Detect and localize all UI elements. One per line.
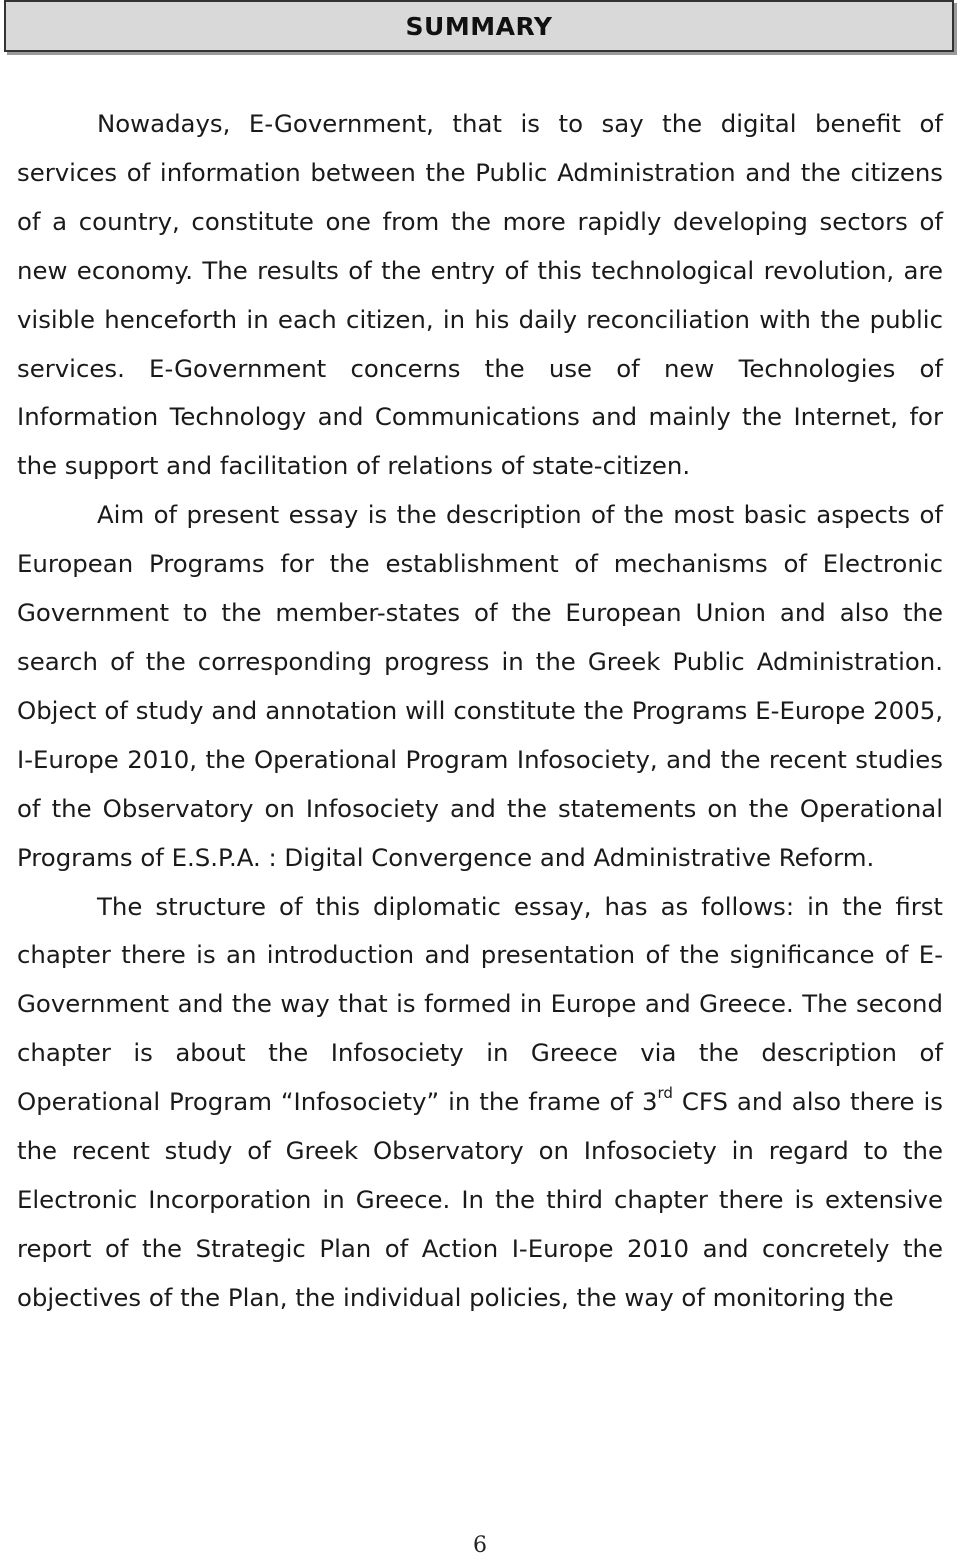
summary-title-box — [4, 0, 954, 52]
page-title: SUMMARY — [405, 11, 553, 41]
summary-body — [17, 100, 943, 1323]
page-number: 6 — [473, 1533, 487, 1558]
paragraph-intro: Nowadays, E-Government, that is to say the digital benefit of services of information between the Public Administration and the citizens of a country, constitute one from the more rapidly developing sectors of new economy. The results of the entry of this technological revolution, are visible henceforth in each citizen, in his daily reconciliation with the public services. E-Government concerns the use of new Technologies of Information Technology and Communications and mainly the Internet, for the support and facilitation of relations of state-citizen. — [17, 109, 943, 481]
paragraph-structure-text-1: The structure of this diplomatic essay, has as follows: in the first chapter there is an introduction and presentation of the significance of E-Government and the way that is formed in Europe and Greece. The second chapter is about the Infosociety in Greece via the description of Operational Program “Infosociety” in the frame of 3 — [17, 891, 943, 1117]
ordinal-superscript: rd — [657, 1084, 673, 1102]
paragraph-aim: Aim of present essay is the description of the most basic aspects of European Programs for the establishment of mechanisms of Electronic Government to the member-states of the European Union and also the search of the corresponding progress in the Greek Public Administration. Object of study and annotation will constitute the Programs E-Europe 2005, I-Europe 2010, the Operational Program Infosociety, and the recent studies of the Observatory on Infosociety and the statements on the Operational Programs of E.S.P.A. : Digital Convergence and Administrative Reform. — [17, 500, 943, 872]
paragraph-structure-text-2: CFS and also there is the recent study of Greek Observatory on Infosociety in regard to the Electronic Incorporation in Greece. In the third chapter there is extensive report of the Strategic Plan of Action I-Europe 2010 and concretely the objectives of the Plan, the individual policies, the way of monitoring the — [17, 1087, 943, 1312]
paragraph-structure — [17, 883, 943, 1323]
